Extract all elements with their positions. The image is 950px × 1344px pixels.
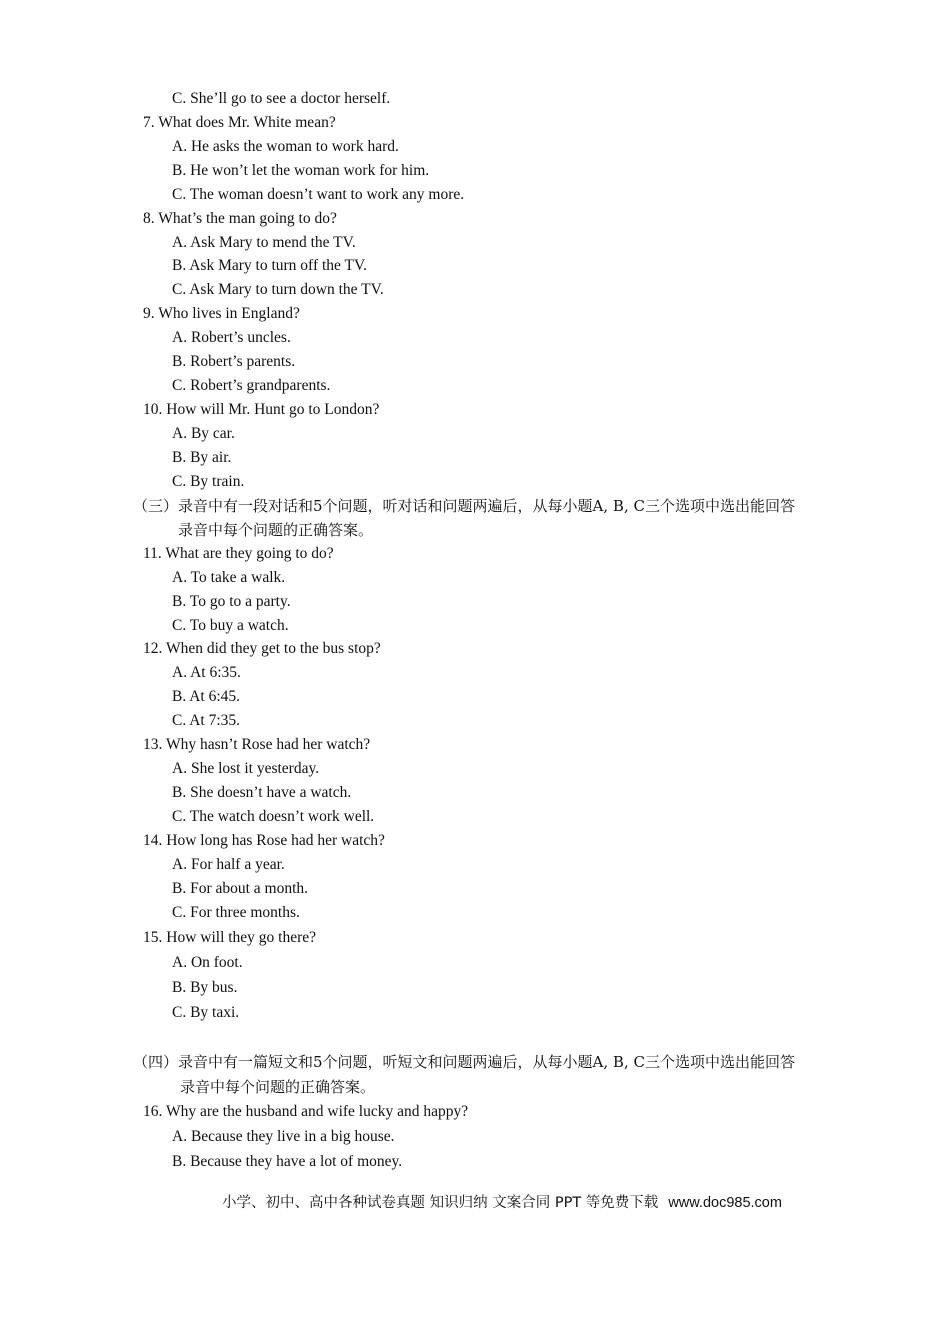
text-line: A. For half a year. <box>172 856 285 873</box>
footer-text: 小学、初中、高中各种试卷真题 知识归纳 文案合同 PPT 等免费下载 <box>222 1195 659 1211</box>
text-line: A. By car. <box>172 425 235 442</box>
text-line: B. At 6:45. <box>172 688 241 705</box>
text-line: A. Ask Mary to mend the TV. <box>172 234 356 251</box>
text-line: B. He won’t let the woman work for him. <box>172 162 430 179</box>
text-line: 13. Why hasn’t Rose had her watch? <box>143 736 371 753</box>
text-line: B. Robert’s parents. <box>172 353 296 370</box>
text-line: 14. How long has Rose had her watch? <box>143 832 385 849</box>
text-line: 录音中每个问题的正确答案。 <box>180 1078 376 1096</box>
text-line: 11. What are they going to do? <box>143 545 334 562</box>
text-line: 16. Why are the husband and wife lucky and happy? <box>143 1103 469 1120</box>
text-line: B. For about a month. <box>172 880 309 897</box>
text-line: C. By train. <box>172 473 245 490</box>
text-line: A. He asks the woman to work hard. <box>172 138 399 155</box>
text-line: C. To buy a watch. <box>172 617 289 634</box>
text-line: B. To go to a party. <box>172 593 291 610</box>
text-line: 10. How will Mr. Hunt go to London? <box>143 401 380 418</box>
text-line: （三）录音中有一段对话和5个问题，听对话和问题两遍后，从每小题A, B, C三个选项中选出能回答 <box>133 497 795 515</box>
text-line: C. She’ll go to see a doctor herself. <box>172 90 391 107</box>
text-line: 录音中每个问题的正确答案。 <box>178 521 374 539</box>
text-line: B. By air. <box>172 449 232 466</box>
text-line: A. On foot. <box>172 954 243 971</box>
text-line: B. She doesn’t have a watch. <box>172 784 352 801</box>
text-line: B. By bus. <box>172 979 238 996</box>
text-line: B. Because they have a lot of money. <box>172 1153 403 1170</box>
text-line: A. She lost it yesterday. <box>172 760 320 777</box>
text-line: C. Ask Mary to turn down the TV. <box>172 281 384 298</box>
text-line: A. Because they live in a big house. <box>172 1128 395 1145</box>
footer-url: www.doc985.com <box>668 1195 782 1211</box>
text-line: B. Ask Mary to turn off the TV. <box>172 257 368 274</box>
text-line: 9. Who lives in England? <box>143 305 300 322</box>
text-line: （四）录音中有一篇短文和5个问题，听短文和问题两遍后，从每小题A, B, C三个选项中选出能回答 <box>133 1053 795 1071</box>
text-line: C. Robert’s grandparents. <box>172 377 331 394</box>
text-line: A. To take a walk. <box>172 569 286 586</box>
text-line: 15. How will they go there? <box>143 929 317 946</box>
text-line: C. For three months. <box>172 904 300 921</box>
page-footer <box>0 1191 950 1212</box>
text-line: C. The watch doesn’t work well. <box>172 808 375 825</box>
text-line: A. At 6:35. <box>172 664 241 681</box>
text-line: 7. What does Mr. White mean? <box>143 114 336 131</box>
text-line: 12. When did they get to the bus stop? <box>143 640 381 657</box>
text-line: 8. What’s the man going to do? <box>143 210 337 227</box>
text-line: C. The woman doesn’t want to work any more. <box>172 186 465 203</box>
text-line: C. At 7:35. <box>172 712 241 729</box>
text-line: A. Robert’s uncles. <box>172 329 291 346</box>
text-line: C. By taxi. <box>172 1004 240 1021</box>
